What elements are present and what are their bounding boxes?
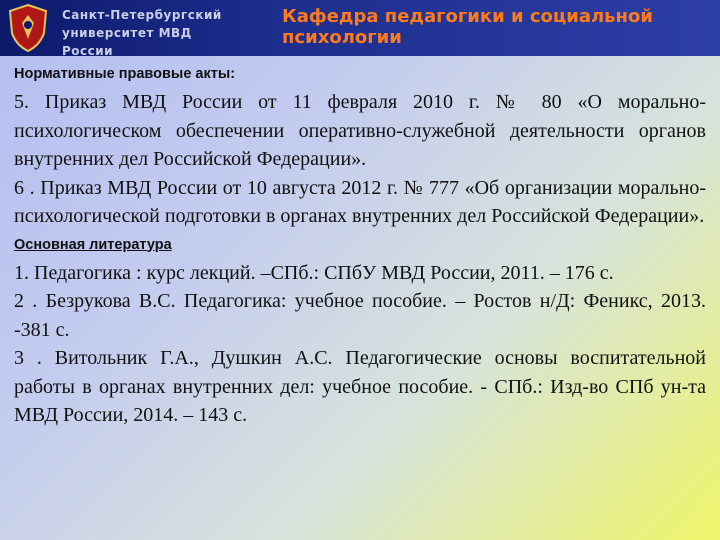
section-heading-literature: Основная литература (14, 236, 172, 253)
department-title: Кафедра педагогики и социальной психологии (282, 6, 653, 48)
section-heading-legal-acts: Нормативные правовые акты: (14, 66, 236, 82)
literature-item: 2 . Безрукова В.С. Педагогика: учебное пособие. – Ростов н/Д: Феникс, 2013. -381 с. (14, 290, 706, 341)
legal-act-item: 6 . Приказ МВД России от 10 августа 2012 г. № 777 «Об организации морально-психологической подготовки в органах внутренних дел Российской Федерации». (14, 176, 706, 227)
literature-item: 3 . Витольник Г.А., Душкин А.С. Педагогические основы воспитательной работы в органах внутренних дел: учебное пособие. - СПб.: Изд-во СПб ун-та МВД России, 2014. – 143 с. (14, 347, 706, 426)
mvd-emblem-icon (6, 3, 50, 53)
university-name: Санкт-Петербургский университет МВД России (62, 8, 222, 58)
legal-act-item: 5. Приказ МВД России от 11 февраля 2010 г. № 80 «О морально-психологическом обеспечении оперативно-служебной деятельности органов внутренних дел Российской Федерации». (14, 91, 706, 170)
literature-item: 1. Педагогика : курс лекций. –СПб.: СПбУ МВД России, 2011. – 176 с. (14, 261, 614, 284)
header-banner (0, 0, 720, 56)
document-body (14, 62, 706, 430)
